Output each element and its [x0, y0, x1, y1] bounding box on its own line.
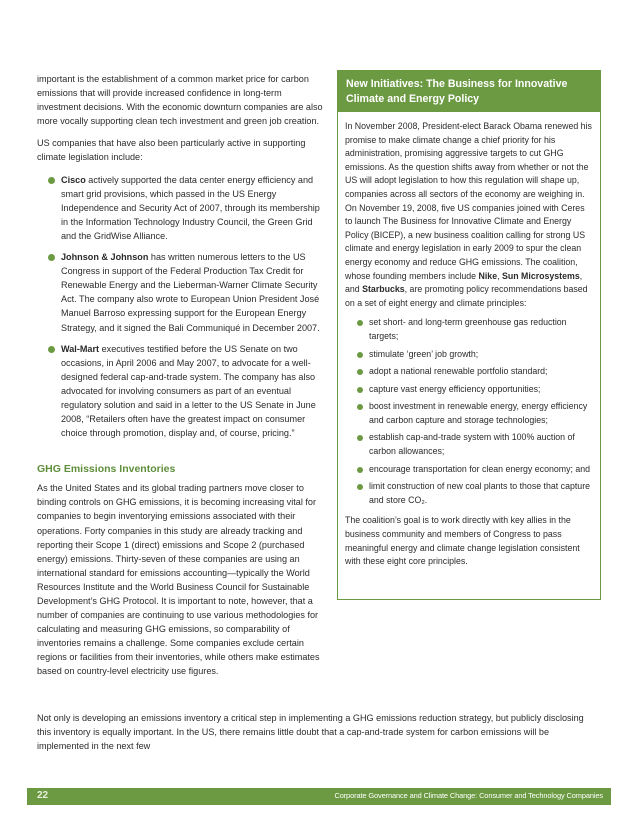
list-item	[37, 173, 327, 243]
list-item	[345, 383, 593, 397]
footer-title: Corporate Governance and Climate Change: Consumer and Technology Companies	[334, 791, 603, 800]
sidebar-closing: The coalition’s goal is to work directly with key allies in the business community and members of Congress to pass meaningful energy and climate change legislation consistent with these eight core principles.	[345, 515, 580, 567]
company-text: actively supported the data center energy efficiency and smart grid provisions, which passed in the US Energy Independence and Security Act of 2007, through its membership in the Information Technology Industry Council, the Green Grid and the GridWise Alliance.	[61, 174, 320, 241]
section-heading: GHG Emissions Inventories	[37, 463, 176, 476]
principle-text: establish cap-and-trade system with 100% auction of carbon allowances;	[369, 432, 575, 457]
company-name-nike: Nike	[478, 270, 498, 281]
bullet-icon	[48, 346, 55, 353]
bullet-icon	[357, 435, 363, 441]
separator: , and	[345, 270, 583, 295]
section-body: As the United States and its global trading partners move closer to binding controls on GHG emissions, it is becoming increasing vital for companies to begin inventorying emissions associated with their operations. Forty companies in this study are already tracking and reporting their Scope 1 (direct) emissions and Scope 2 (purchased energy) emissions. Thirty-seven of these companies are using an international standard for emissions accounting—typically the World Resources Institute and the World Business Council for Sustainable Development’s GHG Protocol. It is important to note, however, that a number of companies are continuing to use various methodologies for calculating and measuring GHG emissions, so comparability of inventories remains a challenge. Some companies exclude certain regions or facilities from their inventories, while others make estimates based on country-level electricity use figures.	[37, 483, 320, 677]
company-name-sun: Sun Microsystems	[501, 270, 580, 281]
intro-paragraph: important is the establishment of a common market price for carbon emissions that will provide increased confidence in long-term investment decisions. With the economic downturn companies are also more vocally supporting clean tech investment and green job creation.	[37, 74, 323, 127]
sidebar-box	[337, 70, 601, 600]
bullet-icon	[357, 320, 363, 326]
bullet-icon	[48, 177, 55, 184]
list-item	[345, 463, 593, 477]
footer-bar	[27, 788, 611, 805]
sidebar-title: New Initiatives: The Business for Innovative Climate and Energy Policy	[338, 71, 600, 112]
company-name-starbucks: Starbucks	[362, 284, 405, 295]
principles-list	[345, 316, 593, 507]
sidebar-paragraph	[345, 120, 593, 310]
company-text: has written numerous letters to the US Congress in support of the Federal Production Tax Credit for Renewable Energy and the Lieberman-Warner Climate Security Act. The company also wrote to European Union President José Manuel Barroso expressing support for the European Energy Strategy, and it signed the Bali Communiqué in December 2007.	[61, 252, 320, 333]
list-item	[345, 365, 593, 379]
list-item	[345, 348, 593, 362]
bullet-icon	[357, 467, 363, 473]
principle-text: boost investment in renewable energy, energy efficiency and carbon capture and storage technologies;	[369, 401, 588, 425]
principle-text: set short- and long-term greenhouse gas reduction targets;	[369, 317, 567, 341]
separator: ,	[497, 270, 502, 281]
principle-text: adopt a national renewable portfolio standard;	[369, 366, 548, 377]
bullet-icon	[357, 369, 363, 375]
page-number: 22	[37, 790, 49, 801]
principle-text: stimulate ‘green’ job growth;	[369, 348, 479, 359]
bottom-paragraph: Not only is developing an emissions inventory a critical step in implementing a GHG emissions reduction strategy, but publicly disclosing this inventory is equally important. In the US, there remains little doubt that a cap-and-trade system for carbon emissions will be implemented in the next few	[37, 713, 584, 752]
bullet-icon	[357, 387, 363, 393]
list-item	[345, 400, 593, 427]
lead-paragraph: US companies that have also been particularly active in supporting climate legislation include:	[37, 138, 306, 163]
list-item	[345, 480, 593, 507]
company-text: executives testified before the US Senate on two occasions, in April 2006 and May 2007, to advocate for a well-designed federal cap-and-trade system. The company has also advocated for involving consumers as part of an eventual regulatory solution and said in a letter to the US Senate in June 2008, “Retailers often have the greatest impact on consumer choice through promotion, display and, of course, pricing.”	[61, 343, 316, 439]
company-list	[37, 173, 327, 441]
principle-text: limit construction of new coal plants to those that capture and store CO₂.	[369, 481, 591, 505]
left-column	[37, 72, 327, 687]
sidebar-text: , are promoting policy recommendations based on a set of eight energy and climate principles:	[345, 284, 588, 308]
sidebar-body	[338, 112, 600, 569]
company-name: Cisco	[61, 174, 86, 185]
company-name: Johnson & Johnson	[61, 252, 149, 263]
principle-text: capture vast energy efficiency opportunities;	[369, 383, 541, 394]
bullet-icon	[357, 352, 363, 358]
sidebar-text: In November 2008, President-elect Barack Obama renewed his promise to make climate change a chief priority for his administration, promising aggressive targets to cut GHG emissions. As the question shifts away from whether or not the US will adopt legislation to how this regulation will shape up, companies across all sectors of the economy are weighing in. On November 19, 2008, five US companies joined with Ceres to launch The Business for Innovative Climate and Energy Policy (BICEP), a new business coalition calling for strong US climate and energy legislation in early 2009 to spur the clean energy economy and reduce GHG emissions. The coalition, whose founding members include	[345, 121, 592, 281]
bullet-icon	[357, 404, 363, 410]
list-item	[345, 316, 593, 343]
bullet-icon	[48, 254, 55, 261]
company-name: Wal-Mart	[61, 343, 100, 354]
principle-text: encourage transportation for clean energy economy; and	[369, 463, 591, 474]
bullet-icon	[357, 484, 363, 490]
list-item	[345, 431, 593, 458]
list-item	[37, 342, 327, 441]
list-item	[37, 250, 327, 335]
